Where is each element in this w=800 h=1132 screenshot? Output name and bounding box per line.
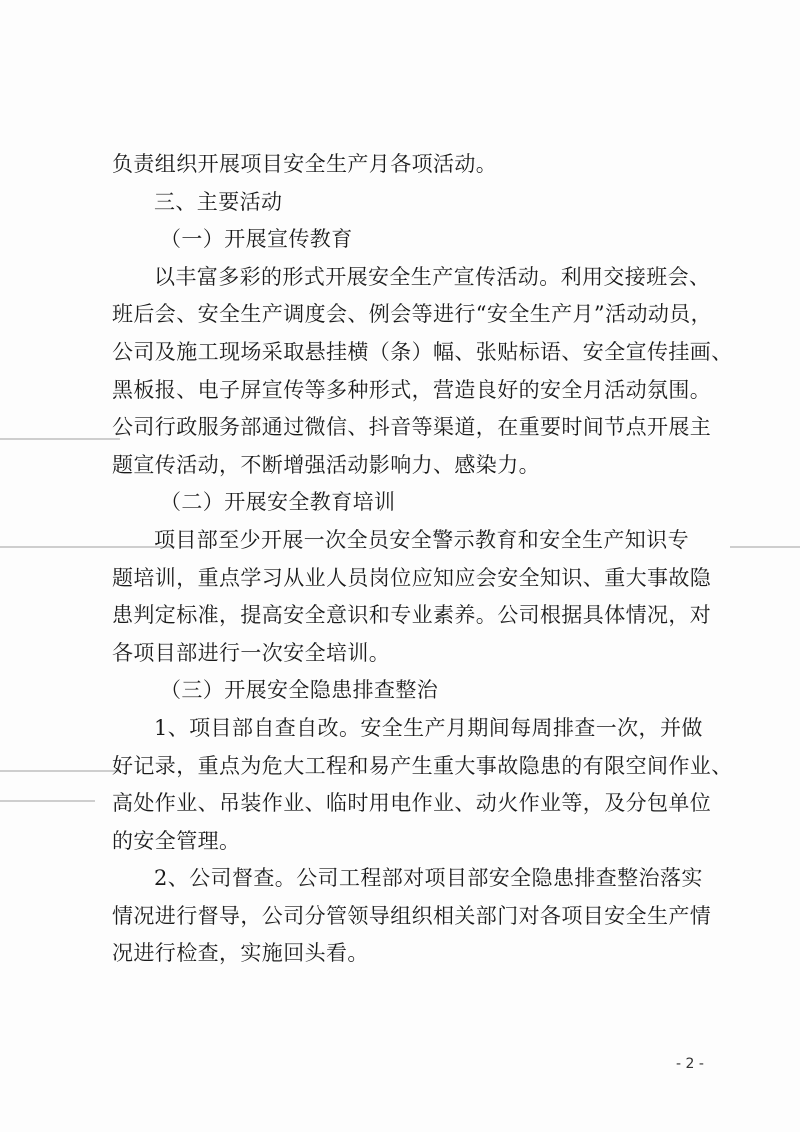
subsection-heading: （一）开展宣传教育 — [160, 227, 353, 252]
paragraph-line: 患判定标准，提高安全意识和专业素养。公司根据具体情况，对 — [112, 603, 712, 628]
paragraph-line: 高处作业、吊装作业、临时用电作业、动火作业等，及分包单位 — [112, 791, 712, 816]
scan-artifact — [0, 770, 120, 772]
document-body — [112, 146, 733, 973]
paragraph-line: 黑板报、电子屏宣传等多种形式，营造良好的安全月活动氛围。 — [112, 377, 712, 402]
paragraph-line: 2、公司督查。公司工程部对项目部安全隐患排查整治落实 — [154, 866, 703, 891]
paragraph-line: 项目部至少开展一次全员安全警示教育和安全生产知识专 — [154, 527, 689, 552]
paragraph-line: 情况进行督导，公司分管领导组织相关部门对各项目安全生产情 — [112, 903, 712, 928]
section-heading: 三、主要活动 — [154, 189, 283, 214]
paragraph-line: 好记录，重点为危大工程和易产生重大事故隐患的有限空间作业、 — [112, 753, 733, 778]
subsection-heading: （三）开展安全隐患排查整治 — [160, 678, 439, 703]
paragraph-line: 题宣传活动，不断增强活动影响力、感染力。 — [112, 452, 540, 477]
scan-artifact — [0, 438, 120, 440]
subsection-heading: （二）开展安全教育培训 — [160, 490, 396, 515]
paragraph-line: 题培训，重点学习从业人员岗位应知应会安全知识、重大事故隐 — [112, 565, 712, 590]
scan-artifact — [730, 546, 800, 548]
paragraph-line: 公司行政服务部通过微信、抖音等渠道，在重要时间节点开展主 — [112, 415, 712, 440]
paragraph-line: 负责组织开展项目安全生产月各项活动。 — [112, 152, 498, 176]
paragraph-line: 以丰富多彩的形式开展安全生产宣传活动。利用交接班会、 — [154, 264, 711, 289]
page-number: - 2 - — [676, 1056, 704, 1072]
paragraph-line: 况进行检查，实施回头看。 — [112, 941, 369, 966]
paragraph-line: 各项目部进行一次安全培训。 — [112, 640, 391, 665]
paragraph-line: 1、项目部自查自改。安全生产月期间每周排查一次，并做 — [154, 715, 703, 740]
paragraph-line: 公司及施工现场采取悬挂横（条）幅、张贴标语、安全宣传挂画、 — [112, 339, 733, 364]
scan-artifact — [0, 800, 95, 802]
paragraph-line: 班后会、安全生产调度会、例会等进行“安全生产月”活动动员， — [112, 302, 713, 327]
paragraph-line: 的安全管理。 — [112, 828, 241, 853]
